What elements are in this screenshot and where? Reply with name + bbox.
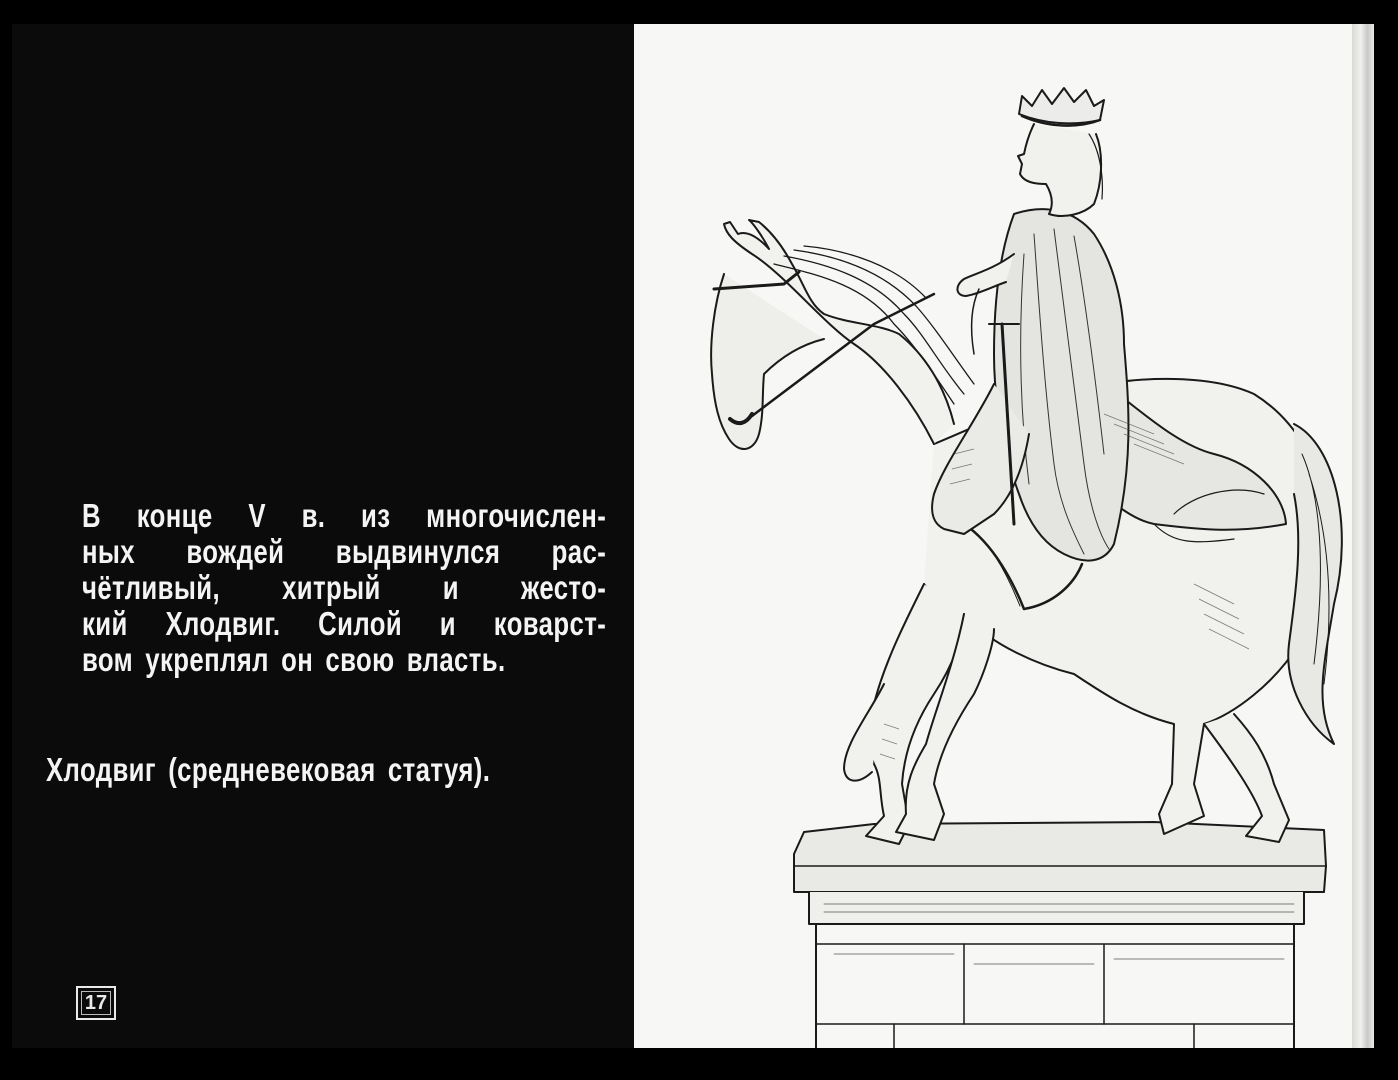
slide-number-badge: 17	[76, 986, 116, 1020]
text-panel	[12, 24, 634, 1048]
caption-line: чётливый, хитрый и жесто-	[82, 569, 607, 606]
caption-line: кий Хлодвиг. Силой и коварст-	[82, 605, 607, 642]
illustration-title: Хлодвиг (средневековая статуя).	[46, 751, 491, 788]
equestrian-statue-icon	[634, 24, 1352, 1048]
illustration-panel	[634, 24, 1352, 1048]
frame-edge	[1352, 24, 1374, 1048]
caption-line: вом укреплял он свою власть.	[82, 641, 506, 678]
caption-line: В конце V в. из многочислен-	[82, 497, 607, 534]
caption-line: ных вождей выдвинулся рас-	[82, 533, 607, 570]
caption-text	[82, 498, 606, 678]
